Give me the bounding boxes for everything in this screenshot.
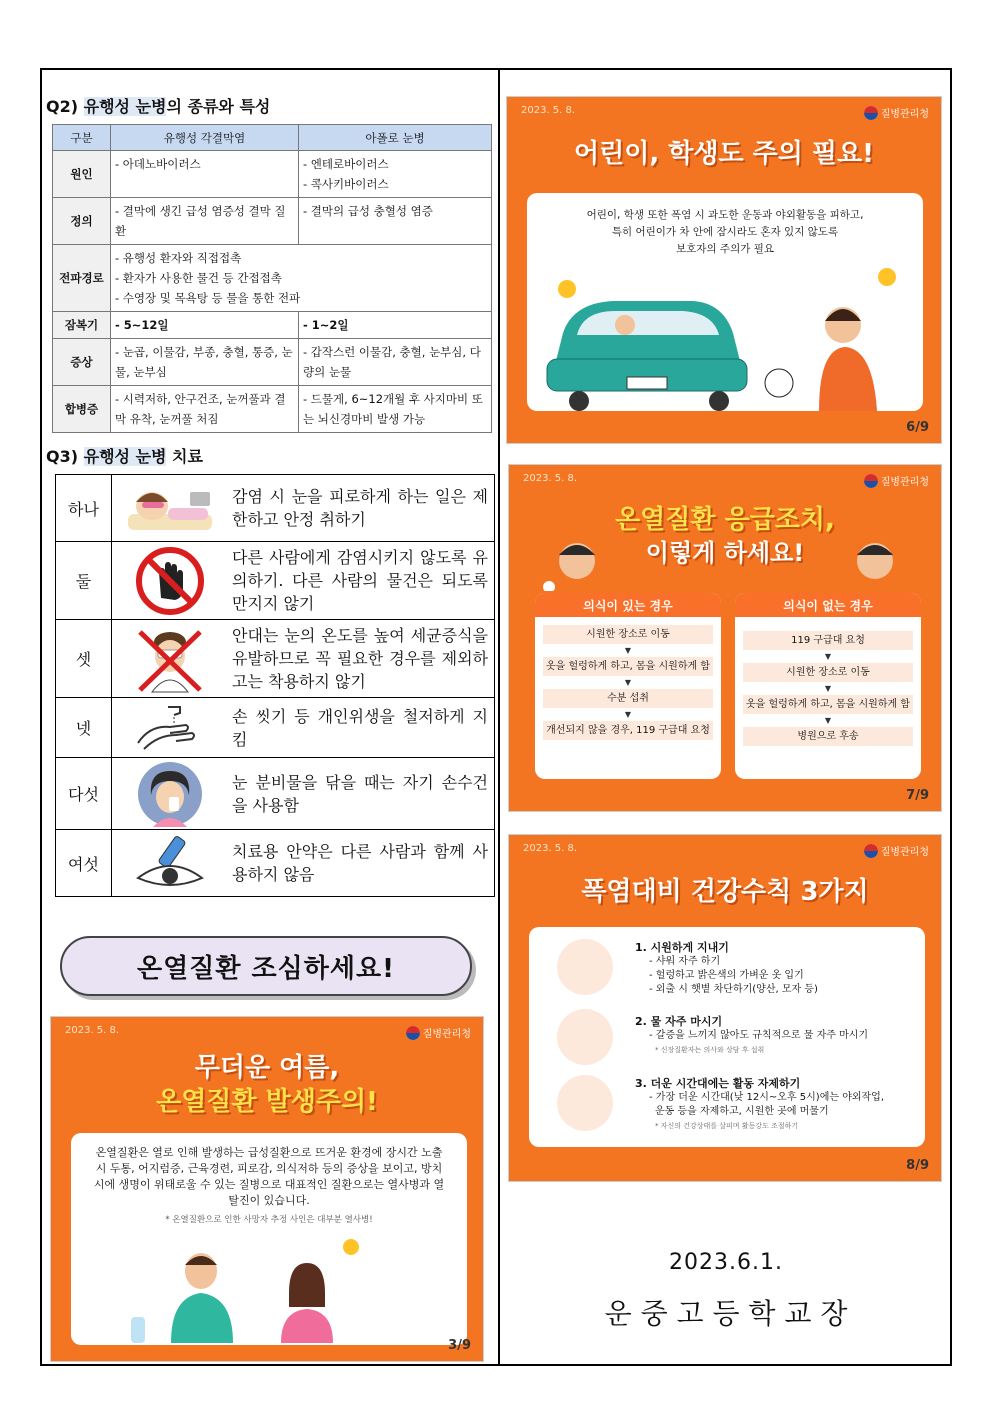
conscious-steps: 시원한 장소로 이동 ▼ 옷을 헐렁하게 하고, 몸을 시원하게 함 ▼ 수분 섭취 ▼ 개선되지 않을 경우, 119 구급대 요청 — [535, 617, 721, 740]
poster-title: 무더운 여름, — [194, 1053, 340, 1083]
row-number: 둘 — [56, 542, 112, 619]
poster-body: 어린이, 학생 또한 폭염 시 과도한 운동과 야외활동을 피하고, 특히 어린이가 차 안에 잠시라도 혼자 있지 않도록 보호자의 주의가 필요 — [586, 209, 864, 255]
poster-date: 2023. 5. 8. — [523, 473, 578, 484]
poster-card — [71, 1133, 467, 1345]
resting-patient-icon — [112, 475, 228, 541]
poster-note: * 온열질환으로 인한 사망자 추정 사인은 대부분 열사병! — [165, 1215, 373, 1225]
treatment-text: 손 씻기 등 개인위생을 철저하게 지킴 — [232, 706, 488, 749]
poster-card — [529, 927, 925, 1147]
treatment-text: 다른 사람에게 감염시키지 않도록 유의하기. 다른 사람의 물건은 되도록 만지지 않기 — [232, 548, 488, 613]
org-logo — [864, 105, 929, 120]
cell: - 갑작스런 이물감, 충혈, 눈부심, 다량의 눈물 — [299, 339, 492, 386]
row-label: 잠복기 — [53, 312, 111, 339]
poster-title: 이렇게 하세요! — [645, 539, 805, 567]
poster-page: 8/9 — [906, 1158, 929, 1173]
conscious-card — [535, 593, 721, 779]
table-header: 구분 — [53, 125, 111, 151]
water-bottle-icon — [557, 1009, 613, 1065]
rule-item: 1. 시원하게 지내기 - 샤워 자주 하기 - 헐렁하고 밝은색의 가벼운 옷 입기 - 외출 시 햇볕 차단하기(양산, 모자 등) — [635, 941, 818, 995]
q3-title: Q3) 유행성 눈병 치료 — [46, 447, 203, 466]
poster-heat-warning — [50, 1016, 484, 1362]
table-row — [56, 542, 494, 620]
eye-drops-icon — [112, 830, 228, 896]
rule-item: 2. 물 자주 마시기 - 갈증을 느끼지 않아도 규칙적으로 물 자주 마시기 * 신장질환자는 의사와 상담 후 섭취 — [635, 1015, 869, 1054]
conscious-head: 의식이 있는 경우 — [535, 593, 721, 617]
cell: - 유행성 환자와 직접접촉 - 환자가 사용한 물건 등 간접접촉 - 수영장 및 목욕탕 등 물을 통한 전파 — [111, 245, 492, 312]
org-name: 질병관리청 — [422, 1029, 471, 1040]
table-header-row — [53, 125, 492, 151]
umbrella-shower-icon — [557, 939, 613, 995]
unconscious-card — [735, 593, 921, 779]
table-header: 아폴로 눈병 — [299, 125, 492, 151]
table-row — [53, 339, 492, 386]
cell: - 결막에 생긴 급성 염증성 결막 질환 — [111, 198, 299, 245]
page-frame — [40, 68, 952, 1366]
child-in-car-illustration — [543, 263, 913, 411]
table-row — [56, 830, 494, 896]
row-number: 셋 — [56, 620, 112, 697]
treatment-text: 치료용 안약은 다른 사람과 함께 사용하지 않음 — [232, 842, 488, 884]
clock-house-icon — [557, 1075, 613, 1131]
table-row — [53, 245, 492, 312]
eye-disease-table — [52, 124, 492, 433]
poster-title: 온열질환 응급조치, — [615, 505, 835, 535]
table-header: 유행성 각결막염 — [111, 125, 299, 151]
rule-item: 3. 더운 시간대에는 활동 자제하기 - 가장 더운 시간대(낮 12시~오후 5시)에는 야외작업, 운동 등을 자제하고, 시원한 곳에 머물기 * 자신의 건강상태를 살피며 활동강도 조절하기 — [635, 1077, 885, 1130]
cell: - 5~12일 — [111, 312, 299, 339]
org-logo — [864, 843, 929, 858]
cell: - 눈곱, 이물감, 부종, 충혈, 통증, 눈물, 눈부심 — [111, 339, 299, 386]
row-number: 여섯 — [56, 830, 112, 896]
poster-title: 온열질환 발생주의! — [156, 1087, 378, 1117]
table-row — [53, 312, 492, 339]
sign-date: 2023.6.1. — [669, 1250, 783, 1275]
table-row — [56, 475, 494, 542]
table-row — [56, 620, 494, 698]
heat-illness-banner: 온열질환 조심하세요! — [60, 936, 472, 996]
poster-page: 3/9 — [448, 1338, 471, 1353]
unconscious-head: 의식이 없는 경우 — [735, 593, 921, 617]
cell: - 아데노바이러스 — [111, 151, 299, 198]
treatment-text: 감염 시 눈을 피로하게 하는 일은 제한하고 안정 취하기 — [232, 487, 488, 529]
org-logo — [864, 473, 929, 488]
school-principal: 운 중 고 등 학 교 장 — [604, 1297, 848, 1330]
kdca-seal-icon — [864, 844, 878, 858]
row-number: 다섯 — [56, 758, 112, 829]
table-row — [53, 151, 492, 198]
poster-first-aid — [508, 464, 942, 812]
cell: - 드물게, 6~12개월 후 사지마비 또는 뇌신경마비 발생 가능 — [299, 386, 492, 433]
wiping-eyes-icon — [112, 758, 228, 829]
kdca-seal-icon — [864, 474, 878, 488]
poster-children-caution — [506, 96, 942, 444]
row-label: 정의 — [53, 198, 111, 245]
table-row — [56, 698, 494, 758]
poster-page: 6/9 — [906, 420, 929, 435]
treatment-text: 안대는 눈의 온도를 높여 세균증식을 유발하므로 꼭 필요한 경우를 제외하고는 착용하지 않기 — [232, 626, 488, 691]
poster-page: 7/9 — [906, 788, 929, 803]
row-number: 넷 — [56, 698, 112, 757]
table-row — [53, 386, 492, 433]
cell: - 엔테로바이러스 - 콕사키바이러스 — [299, 151, 492, 198]
cell: - 시력저하, 안구건조, 눈꺼풀과 결막 유착, 눈꺼풀 처짐 — [111, 386, 299, 433]
row-label: 합병증 — [53, 386, 111, 433]
org-name: 질병관리청 — [880, 109, 929, 120]
org-name: 질병관리청 — [880, 477, 929, 488]
cell: - 1~2일 — [299, 312, 492, 339]
children-illustration — [537, 535, 917, 591]
row-number: 하나 — [56, 475, 112, 541]
left-column — [42, 70, 498, 1364]
table-row — [56, 758, 494, 830]
poster-title: 어린이, 학생도 주의 필요! — [573, 139, 875, 169]
cell: - 결막의 급성 충혈성 염증 — [299, 198, 492, 245]
q2-title: Q2) 유행성 눈병의 종류와 특성 — [46, 97, 271, 116]
kdca-seal-icon — [406, 1026, 420, 1040]
kdca-seal-icon — [864, 106, 878, 120]
org-name: 질병관리청 — [880, 847, 929, 858]
poster-date: 2023. 5. 8. — [523, 843, 578, 854]
org-logo — [406, 1025, 471, 1040]
treatment-table — [55, 474, 495, 897]
row-label: 증상 — [53, 339, 111, 386]
stop-hand-icon — [112, 542, 228, 619]
treatment-text: 눈 분비물을 닦을 때는 자기 손수건을 사용함 — [232, 772, 488, 815]
poster-date: 2023. 5. 8. — [521, 105, 576, 116]
poster-health-rules — [508, 834, 942, 1182]
table-row — [53, 198, 492, 245]
right-column — [500, 70, 952, 1364]
poster-date: 2023. 5. 8. — [65, 1025, 120, 1036]
poster-body: 온열질환은 열로 인해 발생하는 급성질환으로 뜨거운 환경에 장시간 노출 시 두통, 어지럼증, 근육경련, 피로감, 의식저하 등의 증상을 보이고, 방치 시에 생명이 위태로울 수 있는 질병으로 대표적인 질환으로는 열사병과 열탈진이 있습니다. — [93, 1146, 445, 1207]
row-label: 전파경로 — [53, 245, 111, 312]
row-label: 원인 — [53, 151, 111, 198]
poster-title: 폭염대비 건강수칙 3가지 — [581, 877, 869, 907]
unconscious-steps: 119 구급대 요청 ▼ 시원한 장소로 이동 ▼ 옷을 헐렁하게 하고, 몸을 시원하게 함 ▼ 병원으로 후송 — [735, 617, 921, 746]
hand-washing-icon — [112, 698, 228, 757]
no-eyepatch-icon — [112, 620, 228, 697]
poster-card — [527, 193, 923, 411]
heat-people-illustration — [111, 1237, 371, 1343]
